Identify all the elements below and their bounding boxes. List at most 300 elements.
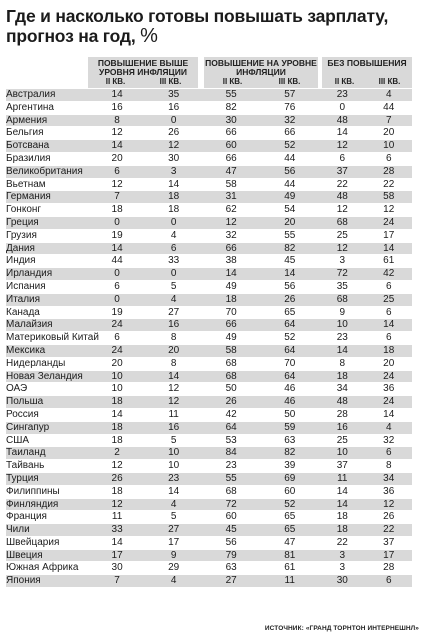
value-cell: 11 [260, 575, 319, 588]
value-cell: 18 [168, 204, 180, 216]
value-cell: 82 [260, 242, 319, 255]
country-cell: ОАЭ [6, 383, 28, 395]
value-cell: 65 [260, 524, 319, 537]
country-cell: Италия [6, 293, 89, 306]
header-group-no-increase [322, 57, 412, 88]
table-row [6, 485, 412, 498]
value-cell: 12 [111, 127, 123, 139]
table-row [6, 152, 412, 165]
value-cell: 65 [284, 511, 296, 523]
value-cell: 12 [168, 383, 180, 395]
header-quarter-2: II КВ. [334, 77, 355, 86]
value-cell: 7 [89, 191, 146, 204]
title-unit: % [140, 25, 158, 47]
value-cell: 25 [365, 293, 412, 306]
value-cell: 24 [365, 370, 412, 383]
value-cell: 30 [111, 562, 123, 574]
country-cell: Материковый Китай [6, 332, 99, 344]
table-row [6, 127, 412, 140]
country-cell: Вьетнам [6, 178, 46, 190]
header-quarter-2: II КВ. [105, 77, 126, 86]
value-cell: 50 [284, 408, 296, 420]
value-cell: 3 [319, 549, 365, 562]
country-cell: Армения [6, 114, 89, 127]
value-cell: 14 [145, 370, 202, 383]
value-cell: 16 [319, 421, 365, 434]
table-row [6, 383, 412, 396]
value-cell: 3 [145, 165, 202, 178]
header-quarter-3: III КВ. [278, 77, 301, 86]
value-cell: 8 [385, 460, 392, 472]
value-cell: 48 [319, 114, 365, 127]
value-cell: 44 [284, 178, 296, 190]
value-cell: 24 [365, 396, 412, 409]
value-cell: 6 [385, 332, 392, 344]
value-cell: 61 [284, 562, 296, 574]
table-row [6, 447, 412, 460]
value-cell: 54 [284, 204, 296, 216]
value-cell: 22 [365, 524, 412, 537]
country-cell: Швейцария [6, 536, 60, 548]
value-cell: 66 [284, 127, 296, 139]
value-cell: 12 [336, 204, 348, 216]
value-cell: 8 [339, 357, 346, 369]
country-cell: Ирландия [6, 268, 89, 281]
value-cell: 72 [319, 268, 365, 281]
value-cell: 8 [170, 332, 177, 344]
value-cell: 60 [284, 485, 296, 497]
value-cell: 17 [168, 536, 180, 548]
value-cell: 68 [319, 293, 365, 306]
country-cell: Польша [6, 396, 89, 409]
value-cell: 18 [319, 370, 365, 383]
header-group-label: ПОВЫШЕНИЕ НА УРОВНЕ ИНФЛЯЦИИ [205, 58, 317, 77]
value-cell: 5 [170, 434, 177, 446]
value-cell: 14 [336, 485, 348, 497]
table-row [6, 114, 412, 127]
value-cell: 48 [319, 396, 365, 409]
value-cell: 4 [365, 421, 412, 434]
value-cell: 31 [202, 191, 261, 204]
value-cell: 0 [339, 101, 346, 113]
value-cell: 14 [89, 140, 146, 153]
value-cell: 22 [336, 536, 348, 548]
value-cell: 42 [225, 408, 237, 420]
value-cell: 6 [385, 152, 392, 164]
value-cell: 5 [170, 280, 177, 292]
value-cell: 29 [168, 562, 180, 574]
value-cell: 63 [284, 434, 296, 446]
value-cell: 18 [145, 191, 202, 204]
value-cell: 17 [89, 549, 146, 562]
value-cell: 36 [383, 485, 395, 497]
table-row [6, 319, 412, 332]
table-row [6, 498, 412, 511]
value-cell: 79 [202, 549, 261, 562]
header-group-label: БЕЗ ПОВЫШЕНИЯ [327, 58, 407, 68]
value-cell: 70 [284, 357, 296, 369]
country-cell: Южная Африка [6, 562, 79, 574]
value-cell: 37 [319, 165, 365, 178]
value-cell: 18 [336, 511, 348, 523]
table-row [6, 242, 412, 255]
value-cell: 18 [111, 485, 123, 497]
value-cell: 4 [170, 229, 177, 241]
value-cell: 14 [89, 89, 146, 101]
value-cell: 55 [284, 229, 296, 241]
country-cell: Малайзия [6, 319, 89, 332]
value-cell: 27 [168, 306, 180, 318]
value-cell: 57 [260, 89, 319, 101]
country-cell: Франция [6, 511, 47, 523]
country-cell: Аргентина [6, 101, 54, 113]
table-row [6, 460, 412, 473]
table-row [6, 140, 412, 153]
value-cell: 18 [319, 524, 365, 537]
value-cell: 10 [111, 383, 123, 395]
table-row [6, 101, 412, 114]
value-cell: 61 [383, 255, 395, 267]
value-cell: 6 [114, 332, 120, 344]
value-cell: 44 [111, 255, 123, 267]
table-row [6, 306, 412, 319]
value-cell: 14 [168, 178, 180, 190]
value-cell: 6 [365, 447, 412, 460]
value-cell: 14 [365, 319, 412, 332]
value-cell: 0 [145, 216, 202, 229]
value-cell: 37 [383, 536, 395, 548]
value-cell: 24 [365, 216, 412, 229]
value-cell: 56 [260, 165, 319, 178]
value-cell: 27 [145, 524, 202, 537]
value-cell: 55 [202, 89, 261, 101]
value-cell: 5 [170, 511, 177, 523]
value-cell: 17 [383, 229, 395, 241]
value-cell: 32 [225, 229, 237, 241]
country-cell: Таиланд [6, 447, 89, 460]
value-cell: 20 [383, 357, 395, 369]
table-row [6, 344, 412, 357]
value-cell: 4 [145, 498, 202, 511]
value-cell: 16 [168, 101, 180, 113]
value-cell: 18 [365, 344, 412, 357]
value-cell: 18 [111, 204, 123, 216]
value-cell: 44 [383, 101, 395, 113]
country-cell: Сингапур [6, 421, 89, 434]
value-cell: 72 [202, 498, 261, 511]
value-cell: 25 [336, 434, 348, 446]
value-cell: 48 [319, 191, 365, 204]
value-cell: 34 [365, 472, 412, 485]
value-cell: 11 [319, 472, 365, 485]
value-cell: 23 [225, 460, 237, 472]
value-cell: 12 [365, 498, 412, 511]
value-cell: 82 [225, 101, 237, 113]
value-cell: 52 [260, 140, 319, 153]
value-cell: 38 [225, 255, 237, 267]
value-cell: 6 [339, 152, 346, 164]
country-cell: Чили [6, 524, 89, 537]
value-cell: 60 [202, 140, 261, 153]
header-group-at-inflation [204, 57, 318, 88]
value-cell: 34 [336, 383, 348, 395]
table-row [6, 89, 412, 101]
value-cell: 64 [260, 370, 319, 383]
page-title [6, 6, 422, 46]
value-cell: 27 [202, 575, 261, 588]
table-row [6, 280, 412, 293]
value-cell: 3 [339, 562, 346, 574]
value-cell: 0 [89, 268, 146, 281]
table-row [6, 396, 412, 409]
country-cell: Бразилия [6, 152, 51, 164]
table-row [6, 562, 412, 575]
value-cell: 20 [111, 152, 123, 164]
value-cell: 32 [260, 114, 319, 127]
value-cell: 49 [225, 280, 237, 292]
value-cell: 4 [145, 293, 202, 306]
value-cell: 49 [260, 191, 319, 204]
value-cell: 14 [111, 408, 123, 420]
table-row [6, 472, 412, 485]
country-cell: Испания [6, 280, 46, 292]
country-cell: Новая Зеландия [6, 370, 89, 383]
value-cell: 6 [145, 242, 202, 255]
value-cell: 56 [225, 536, 237, 548]
value-cell: 45 [284, 255, 296, 267]
value-cell: 26 [383, 511, 395, 523]
country-cell: Дания [6, 242, 89, 255]
table-row [6, 434, 412, 447]
value-cell: 14 [260, 268, 319, 281]
value-cell: 64 [260, 319, 319, 332]
value-cell: 20 [383, 127, 395, 139]
header-quarter-2: II КВ. [222, 77, 243, 86]
value-cell: 47 [284, 536, 296, 548]
table-row [6, 549, 412, 562]
table-row [6, 575, 412, 588]
header-group-label: ПОВЫШЕНИЕ ВЫШЕ УРОВНЯ ИНФЛЯЦИИ [97, 58, 189, 77]
value-cell: 52 [260, 498, 319, 511]
table-row [6, 229, 412, 242]
value-cell: 30 [202, 114, 261, 127]
value-cell: 7 [89, 575, 146, 588]
value-cell: 24 [89, 319, 146, 332]
value-cell: 0 [145, 268, 202, 281]
value-cell: 68 [319, 216, 365, 229]
value-cell: 60 [225, 511, 237, 523]
value-cell: 53 [225, 434, 237, 446]
value-cell: 10 [89, 370, 146, 383]
country-cell: Россия [6, 408, 39, 420]
value-cell: 3 [339, 255, 346, 267]
value-cell: 52 [284, 332, 296, 344]
value-cell: 76 [284, 101, 296, 113]
country-cell: Гонконг [6, 204, 42, 216]
value-cell: 81 [260, 549, 319, 562]
value-cell: 26 [260, 293, 319, 306]
value-cell: 68 [225, 485, 237, 497]
value-cell: 10 [319, 447, 365, 460]
value-cell: 12 [319, 140, 365, 153]
value-cell: 56 [284, 280, 296, 292]
value-cell: 14 [202, 268, 261, 281]
value-cell: 28 [383, 562, 395, 574]
country-cell: Ботсвана [6, 140, 89, 153]
value-cell: 12 [111, 178, 123, 190]
value-cell: 64 [260, 344, 319, 357]
country-cell: США [6, 434, 30, 446]
country-cell: Грузия [6, 229, 37, 241]
value-cell: 58 [225, 178, 237, 190]
value-cell: 36 [383, 383, 395, 395]
value-cell: 24 [89, 344, 146, 357]
value-cell: 23 [319, 89, 365, 101]
value-cell: 66 [225, 127, 237, 139]
value-cell: 32 [383, 434, 395, 446]
table-row [6, 332, 412, 345]
value-cell: 35 [336, 280, 348, 292]
table-row [6, 370, 412, 383]
country-cell: Канада [6, 306, 40, 318]
country-cell: Финляндия [6, 498, 89, 511]
value-cell: 6 [385, 280, 392, 292]
value-cell: 20 [111, 357, 123, 369]
value-cell: 58 [365, 191, 412, 204]
value-cell: 4 [365, 89, 412, 101]
value-cell: 7 [365, 114, 412, 127]
value-cell: 64 [202, 421, 261, 434]
country-cell: Нидерланды [6, 357, 66, 369]
country-cell: Швеция [6, 549, 89, 562]
country-cell: Индия [6, 255, 36, 267]
value-cell: 16 [111, 101, 123, 113]
table-row [6, 216, 412, 229]
value-cell: 66 [202, 242, 261, 255]
value-cell: 0 [145, 114, 202, 127]
value-cell: 6 [89, 165, 146, 178]
table-row [6, 178, 412, 191]
value-cell: 20 [145, 344, 202, 357]
value-cell: 0 [89, 216, 146, 229]
value-cell: 26 [168, 127, 180, 139]
value-cell: 59 [260, 421, 319, 434]
value-cell: 55 [202, 472, 261, 485]
country-cell: Греция [6, 216, 89, 229]
value-cell: 16 [145, 421, 202, 434]
value-cell: 22 [336, 178, 348, 190]
value-cell: 18 [89, 396, 146, 409]
value-cell: 45 [202, 524, 261, 537]
value-cell: 12 [89, 498, 146, 511]
value-cell: 69 [260, 472, 319, 485]
value-cell: 12 [145, 140, 202, 153]
value-cell: 58 [202, 344, 261, 357]
data-table [6, 89, 412, 588]
value-cell: 14 [365, 242, 412, 255]
value-cell: 62 [225, 204, 237, 216]
value-cell: 82 [260, 447, 319, 460]
value-cell: 2 [89, 447, 146, 460]
value-cell: 10 [319, 319, 365, 332]
value-cell: 12 [145, 396, 202, 409]
value-cell: 9 [145, 549, 202, 562]
table-row [6, 255, 412, 268]
table-row [6, 293, 412, 306]
value-cell: 14 [111, 536, 123, 548]
value-cell: 50 [225, 383, 237, 395]
value-cell: 22 [383, 178, 395, 190]
value-cell: 19 [111, 229, 123, 241]
value-cell: 66 [202, 319, 261, 332]
value-cell: 46 [260, 396, 319, 409]
value-cell: 4 [145, 575, 202, 588]
table-row [6, 191, 412, 204]
value-cell: 68 [202, 370, 261, 383]
value-cell: 66 [225, 152, 237, 164]
value-cell: 14 [89, 242, 146, 255]
value-cell: 33 [168, 255, 180, 267]
value-cell: 12 [202, 216, 261, 229]
value-cell: 12 [383, 204, 395, 216]
value-cell: 26 [89, 472, 146, 485]
country-cell: Германия [6, 191, 89, 204]
value-cell: 12 [319, 242, 365, 255]
value-cell: 14 [336, 127, 348, 139]
header-quarter-3: III КВ. [159, 77, 182, 86]
header-group-above-inflation [88, 57, 198, 88]
value-cell: 46 [284, 383, 296, 395]
country-cell: Филиппины [6, 485, 60, 497]
table-row [6, 204, 412, 217]
country-cell: Бельгия [6, 127, 44, 139]
value-cell: 20 [260, 216, 319, 229]
table-row [6, 165, 412, 178]
value-cell: 10 [145, 447, 202, 460]
value-cell: 18 [202, 293, 261, 306]
table-row [6, 511, 412, 524]
header-quarter-3: III КВ. [378, 77, 401, 86]
value-cell: 33 [89, 524, 146, 537]
value-cell: 18 [89, 421, 146, 434]
value-cell: 6 [114, 280, 120, 292]
value-cell: 16 [145, 319, 202, 332]
title-text: Где и насколько готовы повышать зарплату, прогноз на год, [6, 6, 389, 46]
value-cell: 14 [319, 344, 365, 357]
value-cell: 11 [168, 408, 179, 420]
value-cell: 17 [365, 549, 412, 562]
value-cell: 8 [89, 114, 146, 127]
table-row [6, 421, 412, 434]
value-cell: 65 [284, 306, 296, 318]
value-cell: 68 [225, 357, 237, 369]
value-cell: 30 [168, 152, 180, 164]
value-cell: 10 [365, 140, 412, 153]
value-cell: 0 [89, 293, 146, 306]
country-cell: Турция [6, 472, 89, 485]
value-cell: 6 [385, 306, 392, 318]
value-cell: 10 [168, 460, 180, 472]
table-row [6, 357, 412, 370]
value-cell: 14 [319, 498, 365, 511]
value-cell: 23 [145, 472, 202, 485]
value-cell: 23 [336, 332, 348, 344]
value-cell: 14 [168, 485, 180, 497]
value-cell: 42 [365, 268, 412, 281]
table-row [6, 536, 412, 549]
value-cell: 44 [284, 152, 296, 164]
table-row [6, 524, 412, 537]
